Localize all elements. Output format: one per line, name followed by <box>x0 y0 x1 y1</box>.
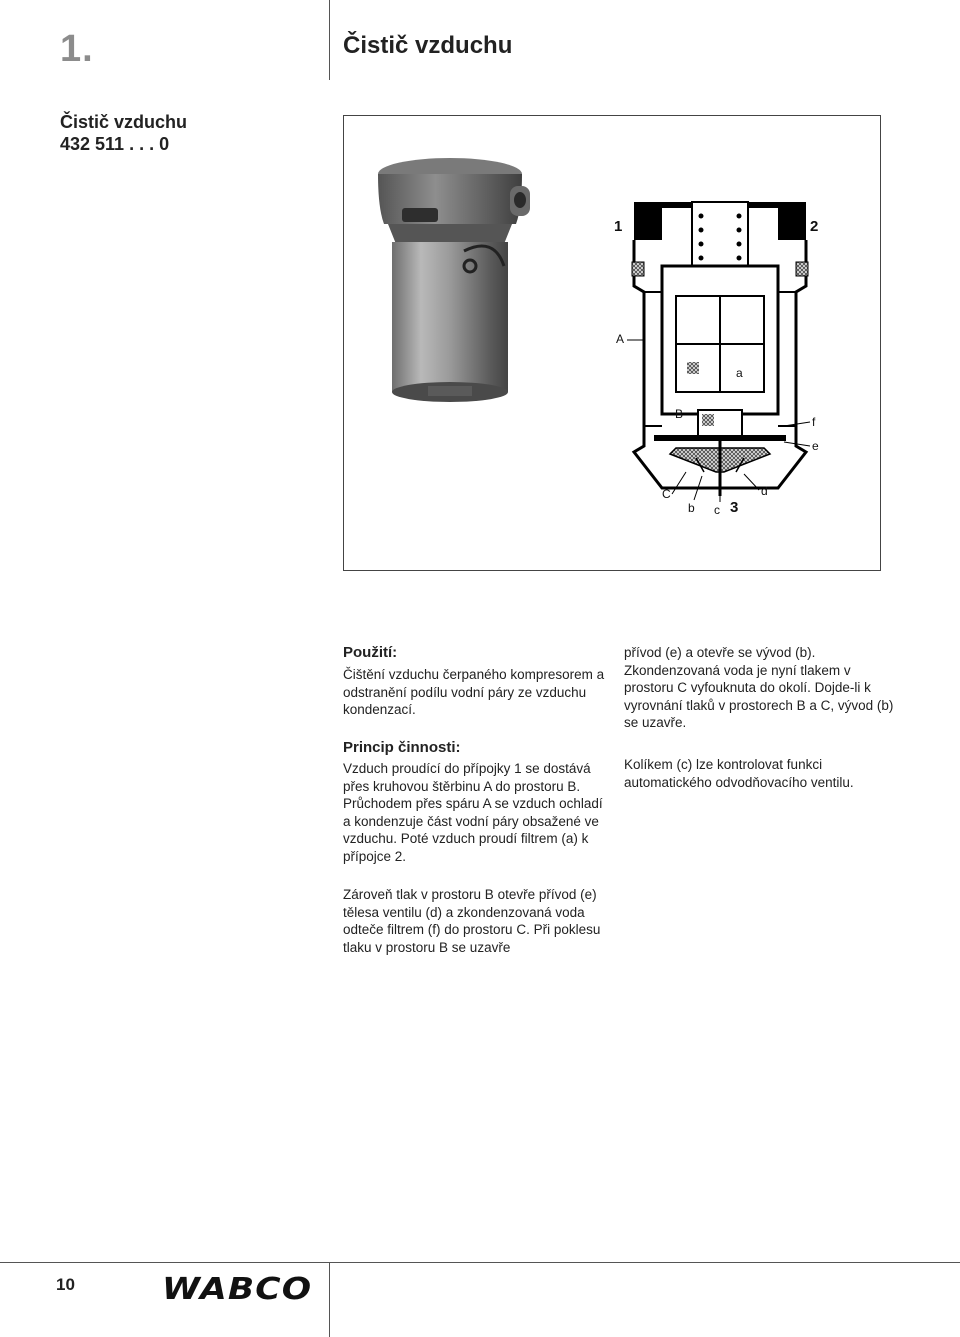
figure-illustration <box>344 116 880 570</box>
chapter-number: 1. <box>60 28 94 70</box>
page-number: 10 <box>56 1275 75 1294</box>
product-part-number: 432 511 . . . 0 <box>60 134 170 154</box>
column2-paragraph-2: Kolíkem (c) lze kontrolovat funkci automatického odvodňovacího ventilu. <box>624 757 854 790</box>
product-name: Čistič vzduchu <box>60 112 188 132</box>
label-d: d <box>761 484 768 498</box>
label-B: B <box>675 407 684 421</box>
section-diagram <box>632 202 808 496</box>
label-port-3: 3 <box>730 499 739 516</box>
principle-heading: Princip činnosti: <box>343 739 461 756</box>
header-divider <box>329 0 330 80</box>
label-c: c <box>714 503 720 517</box>
label-e: e <box>812 439 819 453</box>
principle-text: Vzduch proudící do přípojky 1 se dostává přes kruhovou štěrbinu A do prostoru B. Průchodem přes spáru A se vzduch ochladí a kondenzuje část vodní páry obsažené ve vzduchu. Poté vzduch proudí filtrem (a) k přípojce 2. <box>343 761 603 864</box>
footer-vertical-divider <box>329 1262 330 1337</box>
figure-frame <box>343 115 881 571</box>
label-a: a <box>736 366 743 380</box>
usage-heading: Použití: <box>343 644 398 661</box>
label-A: A <box>616 332 625 346</box>
page-title: Čistič vzduchu <box>343 32 513 59</box>
brand-logo: WABCO <box>162 1272 313 1307</box>
principle-text-continued: Zároveň tlak v prostoru B otevře přívod (e) tělesa ventilu (d) a zkondenzovaná voda odteče filtrem (f) do prostoru C. Při poklesu tlaku v prostoru B se uzavře <box>343 887 601 955</box>
label-C: C <box>662 487 671 501</box>
label-port-2: 2 <box>810 218 819 235</box>
product-photo <box>378 158 530 402</box>
product-heading <box>60 111 187 155</box>
label-b: b <box>688 501 695 515</box>
column2-paragraph-1: přívod (e) a otevře se vývod (b). Zkondenzovaná voda je nyní tlakem v prostoru C vyfouknuta do okolí. Dojde-li k vyrovnání tlaků v prostorech B a C, vývod (b) se uzavře. <box>624 645 894 731</box>
footer-divider <box>0 1262 960 1263</box>
usage-text: Čištění vzduchu čerpaného kompresorem a odstranění podílu vodní páry ze vzduchu kondenzací. <box>343 667 605 718</box>
label-port-1: 1 <box>614 218 623 235</box>
label-f: f <box>812 415 816 429</box>
